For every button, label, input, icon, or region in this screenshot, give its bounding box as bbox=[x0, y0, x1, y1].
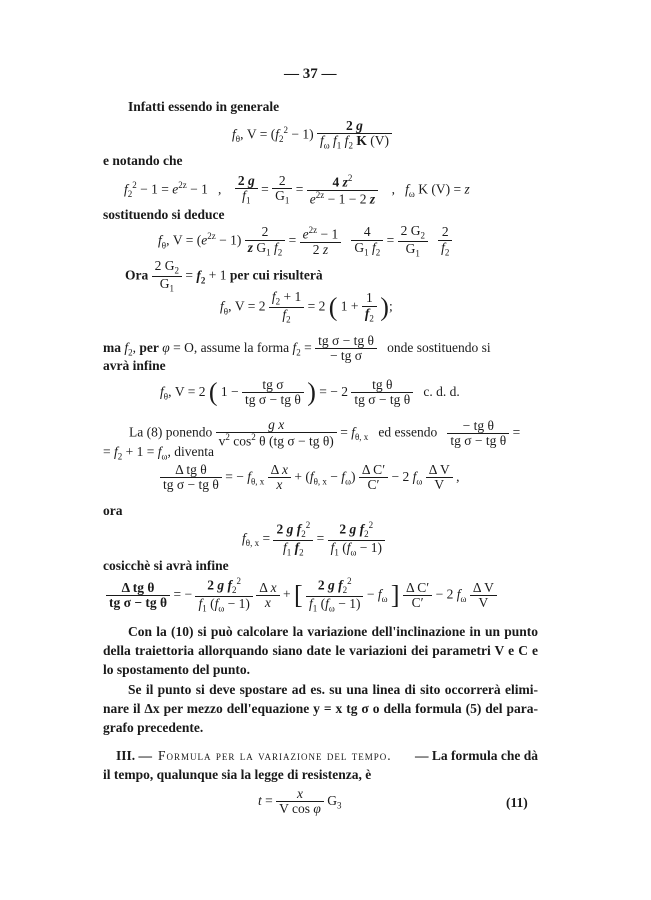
text-line-7-b: ed essendo bbox=[378, 424, 438, 440]
text-line-4-start: Ora bbox=[125, 267, 149, 283]
text-line-2: e notando che bbox=[103, 153, 183, 168]
page-number: — 37 — bbox=[284, 66, 337, 82]
text-line-4-end: per cui risulterà bbox=[229, 267, 323, 283]
paragraph-1-line-3: lo spostamento del punto. bbox=[103, 662, 251, 677]
text-line-3: sostituendo si deduce bbox=[103, 207, 225, 222]
text-line-8-text: diventa bbox=[174, 444, 214, 459]
text-line-7: La (8) ponendo $\frac{\text{g x}}{v^2 \cos^2 \theta (tg \sigma - tg \theta)}$ = $f_{\theta, x}$ ed essendo $\frac{\text{− tg θ}}{\text{tg σ − tg θ}}$ = bbox=[129, 417, 521, 449]
paragraph-1-line-2: della traiettoria allorquando siano date le variazioni dei parametri V e C e bbox=[103, 643, 538, 658]
equation-3: $f_\theta$, $V = (e^{2z} - 1)$ $\frac{2}{z G_1 f_2}$ = $\frac{e^{2z} - 1}{2 z}$ $\frac{4}{G_1 f_2}$ = $\frac{2 G_2}{G_1}$ $\frac{2}{f_2}$ bbox=[158, 224, 452, 259]
text-line-1: Infatti essendo in generale bbox=[128, 99, 280, 114]
equation-5: $f_\theta$, V = 2 ( 1 − $\frac{\text{tg σ}}{\text{tg σ − tg θ}}$ ) = − 2 $\frac{\text{tg θ}}{\text{tg σ − tg θ}}$ c. d. d. bbox=[160, 377, 460, 408]
equation-9: t = $\frac{x}{\text{V cos φ}}$ $G_3$ bbox=[258, 786, 342, 817]
equation-7: $f_{\theta, x}$ = $\frac{2 g f_2^2}{f_1 f_2}$ = $\frac{2 g f_2^2}{f_1 (f_\omega - 1)}$ bbox=[242, 521, 385, 558]
text-line-6: avrà infine bbox=[103, 358, 166, 373]
equation-2: $f_2^2 - 1 = e^{2z} - 1$ , $\frac{2 g}{f_1}$ = $\frac{2}{G_1}$ = $\frac{4 z^2}{e^{2z} - 1 - 2 z}$ , $f_\omega$ K (V) = z bbox=[124, 173, 470, 207]
equation-number: (11) bbox=[506, 795, 528, 810]
text-line-4: Ora $\frac{2 G_2}{G_1}$ = $f_2 + 1$ per cui risulterà bbox=[125, 258, 323, 294]
text-line-7-a: La (8) ponendo bbox=[129, 424, 213, 440]
text-line-10: cosicchè si avrà infine bbox=[103, 558, 229, 573]
paragraph-1-line-1: Con la (10) si può calcolare la variazione dell'inclinazione in un punto bbox=[128, 624, 538, 639]
text-line-8: = $f_2 + 1 = f_\omega$, diventa bbox=[103, 444, 214, 462]
section-heading-rest: — La formula che dà bbox=[415, 748, 538, 763]
paragraph-2-line-1: Se il punto si deve spostare ad es. su una linea di sito occorrerà elimi- bbox=[128, 682, 538, 697]
section-number: III. — bbox=[116, 748, 153, 763]
section-title: Formula per la variazione del tempo. bbox=[158, 748, 392, 763]
equation-6: $\frac{\text{Δ tg θ}}{\text{tg σ − tg θ}}$ = − $f_{\theta, x}$ $\frac{\text{Δ x}}{x}$ + $(f_{\theta, x} - f_\omega)$ $\frac{\text{Δ C′}}{C'}$ − 2 $f_\omega$ $\frac{\text{Δ V}}{V}$ , bbox=[160, 463, 460, 492]
paragraph-2-line-2: nare il Δx per mezzo dell'equazione y = x tg σ o della formula (5) del para- bbox=[103, 701, 538, 716]
text-line-5: ma $f_2$, per φ = O, assume la forma $f_2$ = $\frac{\text{tg σ − tg θ}}{\text{− tg σ}}$ onde sostituendo si bbox=[103, 333, 491, 364]
text-line-9: ora bbox=[103, 503, 123, 518]
paragraph-2-line-3: grafo precedente. bbox=[103, 720, 204, 735]
section-heading bbox=[116, 748, 538, 764]
equation-1: $f_\theta$, $V = (f_2^2 - 1)$ $\frac{2 g}{f_\omega f_1 f_2 K (V)}$ bbox=[232, 119, 392, 151]
text-line-5-a: ma bbox=[103, 339, 121, 355]
section-text-line-2: il tempo, qualunque sia la legge di resistenza, è bbox=[103, 767, 372, 782]
equation-4: $f_\theta$, V = 2 $\frac{f_2 + 1}{f_2}$ = 2 ( 1 + $\frac{1}{f_2}$ ); bbox=[220, 289, 393, 325]
equation-8: $\frac{\text{Δ tg θ}}{\text{tg σ − tg θ}}$ = − $\frac{2 g f_2^2}{f_1 (f_\omega - 1)}$ $\frac{\text{Δ x}}{x}$ + [ $\frac{2 g f_2^2}{f_1 (f_\omega - 1)}$ − $f_\omega$ ] $\frac{\text{Δ C′}}{C'}$ − 2 $f_\omega$ $\frac{\text{Δ V}}{V}$ bbox=[106, 577, 497, 614]
text-line-5-d: onde sostituendo si bbox=[387, 339, 491, 355]
text-line-5-c: = O, assume la forma bbox=[173, 339, 290, 355]
text-line-5-b: per bbox=[139, 339, 159, 355]
